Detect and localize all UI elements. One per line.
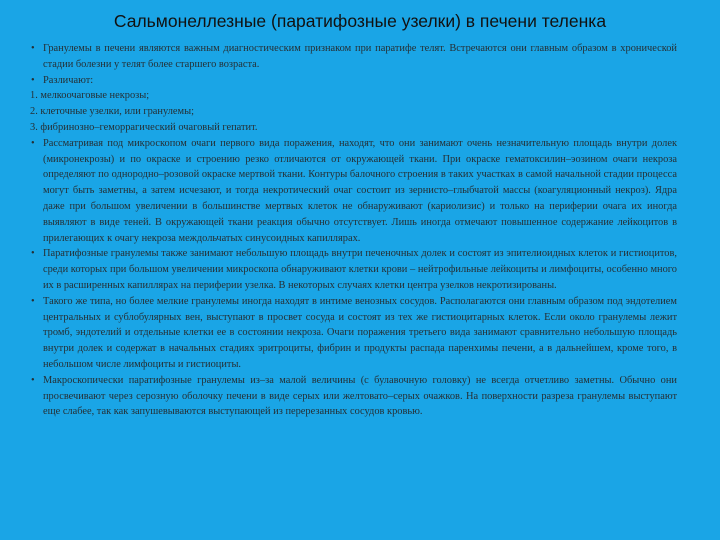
bullet-marker: • bbox=[31, 43, 35, 54]
paragraph-text: Гранулемы в печени являются важным диагностическим признаком при паратифе телят. Встречаются они главным образом в хронической стадии болезни у телят более старшего возраста. bbox=[43, 43, 677, 70]
paragraph-text: Различают: bbox=[43, 74, 94, 86]
bullet-marker: • bbox=[31, 374, 35, 386]
list-item-type-3 bbox=[30, 120, 677, 136]
paragraph-text: 3. фибринозно–геморрагический очаговый гепатит. bbox=[30, 121, 258, 133]
list-item-type-1 bbox=[30, 88, 677, 104]
paragraph-text: 2. клеточные узелки, или гранулемы; bbox=[30, 106, 194, 118]
bullet-paragraph-macroscopic bbox=[30, 373, 677, 420]
paragraph-text: Такого же типа, но более мелкие гранулемы иногда находят в интиме венозных сосудов. Располагаются они главным образом под эндотелием центральных и сублобулярных вен, выступают в просвет сосуда и состоят из тех же гистиоцитарных клеток. Если около гранулемы лежит тромб, эндотелий и отдельные клетки ее в состоянии некроза. Очаги поражения третьего вида занимают сравнительно небольшую площадь внутри долек и содержат в начальных стадиях эритроциты, фибрин и продукты распада паренхимы печени, а в дальнейшем, кроме того, в небольшом числе лимфоциты и гистиоциты. bbox=[43, 295, 677, 370]
bullet-paragraph-microscopy bbox=[30, 136, 677, 247]
bullet-paragraph-paratyphoid-granulomas bbox=[30, 246, 677, 293]
paragraph-text: 1. мелкоочаговые некрозы; bbox=[30, 90, 150, 102]
slide-title: Сальмонеллезные (паратифозные узелки) в печени теленка bbox=[113, 11, 607, 31]
bullet-paragraph-types-heading bbox=[30, 73, 677, 89]
list-item-type-2 bbox=[30, 104, 677, 120]
bullet-marker: • bbox=[31, 295, 35, 307]
bullet-marker: • bbox=[31, 74, 35, 86]
bullet-marker: • bbox=[31, 248, 35, 260]
bullet-paragraph-granulomas-intro bbox=[30, 41, 677, 73]
bullet-marker: • bbox=[31, 137, 35, 149]
paragraph-text: Макроскопически паратифозные гранулемы из–за малой величины (с булавочную головку) не всегда отчетливо заметны. Обычно они просвечивают через серозную оболочку печени в виде серых или желтовато–серых очажков. На поверхности разреза гранулемы выступают еще слабее, так как запушевываются выступающей из перерезанных сосудов кровью. bbox=[43, 374, 677, 418]
bullet-paragraph-venous-granulomas bbox=[30, 294, 677, 373]
paragraph-text: Паратифозные гранулемы также занимают небольшую площадь внутри печеночных долек и состоят из эпителиоидных клеток и гистиоцитов, среди которых при большом увеличении микроскопа обнаруживают клетки крови – нейтрофильные лейкоциты и лимфоциты, особенно много их в расширенных капиллярах на периферии узелка. В некоторых случаях клетки центра узелков некротизированы. bbox=[43, 248, 677, 291]
paragraph-text: Рассматривая под микроскопом очаги первого вида поражения, находят, что они занимают очень незначительную площадь внутри долек (микронекрозы) и по окраске и строению резко отличаются от окружающей ткани. При окраске гематоксилин–эозином очаги некроза определяют по однородно–розовой окраске мертвой ткани. Контуры балочного строения в таких участках в самой начальной стадии процесса могут быть заметны, а затем исчезают, и тогда некротический очаг состоит из зернисто–глыбчатой массы (коагуляционный некроз). Ядра даже при большом увеличении в большинстве мертвых клеток не обнаруживают (кариолизис) и только на периферии очага их иногда выявляют в виде теней. В окружающей ткани реакция обычно отсутствует. Лишь иногда отмечают повышенное содержание лейкоцитов в прилегающих к очагу некроза междольчатых синусоидных капиллярах. bbox=[43, 137, 677, 244]
slide-body bbox=[30, 41, 677, 420]
